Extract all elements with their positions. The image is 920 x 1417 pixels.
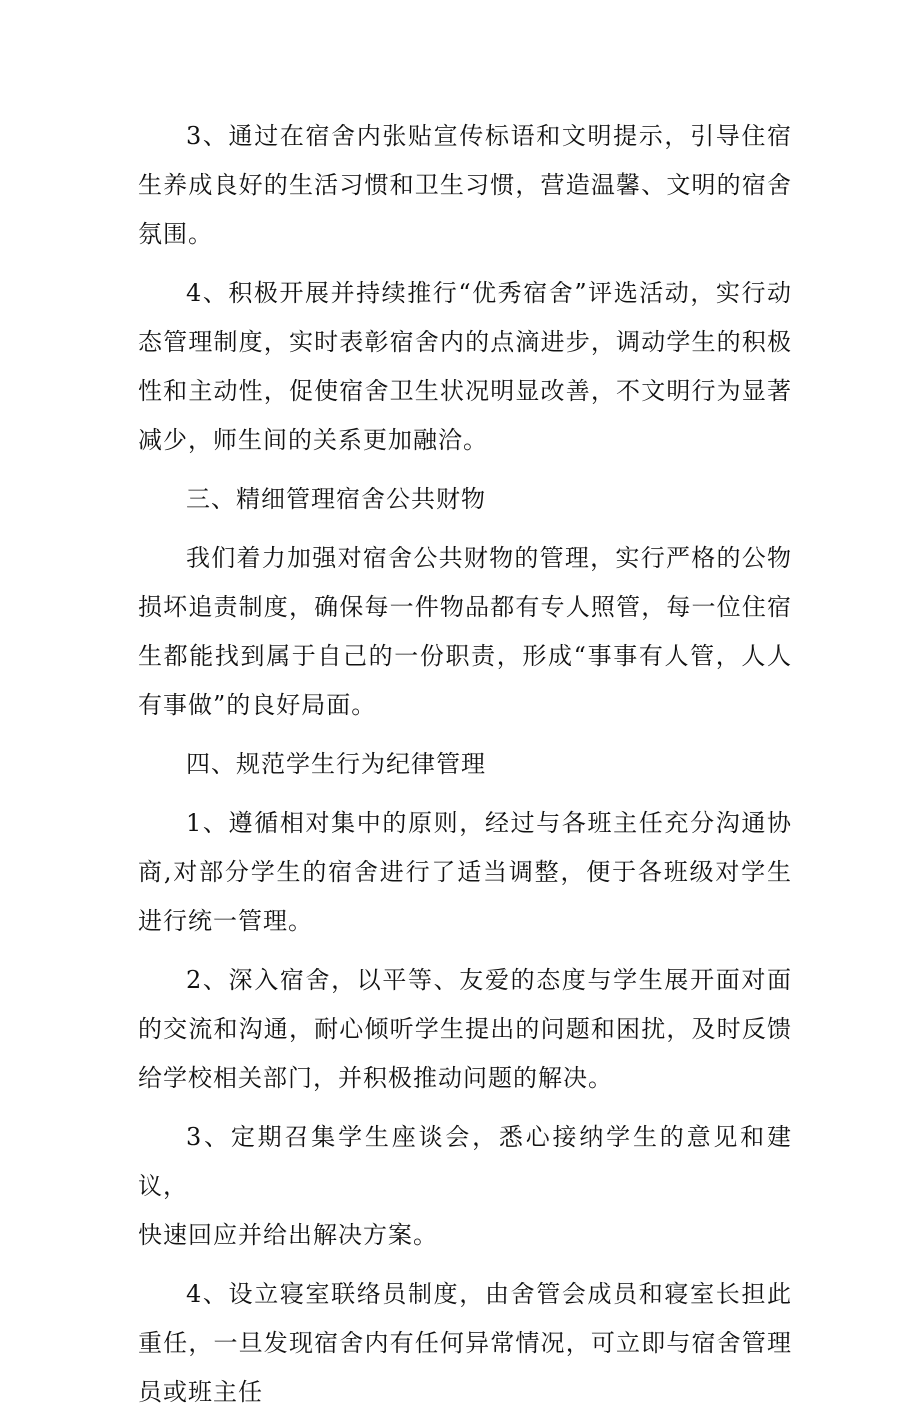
paragraph-4-excellent-dorm: 4、积极开展并持续推行“优秀宿舍”评选活动，实行动态管理制度，实时表彰宿舍内的点滴进步，调动学生的积极性和主动性，促使宿舍卫生状况明显改善，不文明行为显著减少，师生间的关系更加融洽。: [138, 279, 792, 454]
section-heading-4: 四、规范学生行为纪律管理: [186, 750, 486, 778]
paragraph-public-property: 我们着力加强对宿舍公共财物的管理，实行严格的公物损坏追责制度，确保每一件物品都有专人照管，每一位住宿生都能找到属于自己的一份职责，形成“事事有人管，人人有事做”的良好局面。: [138, 544, 792, 719]
document-body: [138, 112, 792, 1417]
section-heading-3: 三、精细管理宿舍公共财物: [186, 485, 486, 513]
paragraph-3-student-forum: 3、定期召集学生座谈会，悉心接纳学生的意见和建议，: [138, 1123, 792, 1200]
paragraph-4-liaison-system: 4、设立寝室联络员制度，由舍管会成员和寝室长担此重任，一旦发现宿舍内有任何异常情况，可立即与宿舍管理员或班主任: [138, 1280, 792, 1406]
paragraph-3-continuation: 快速回应并给出解决方案。: [138, 1221, 438, 1249]
paragraph-1-dorm-adjustment: 1、遵循相对集中的原则，经过与各班主任充分沟通协商,对部分学生的宿舍进行了适当调整，便于各班级对学生进行统一管理。: [138, 809, 792, 935]
paragraph-3-hygiene-slogans: 3、通过在宿舍内张贴宣传标语和文明提示，引导住宿生养成良好的生活习惯和卫生习惯，营造温馨、文明的宿舍氛围。: [138, 122, 792, 248]
paragraph-2-communication: 2、深入宿舍，以平等、友爱的态度与学生展开面对面的交流和沟通，耐心倾听学生提出的问题和困扰，及时反馈给学校相关部门，并积极推动问题的解决。: [138, 966, 792, 1092]
